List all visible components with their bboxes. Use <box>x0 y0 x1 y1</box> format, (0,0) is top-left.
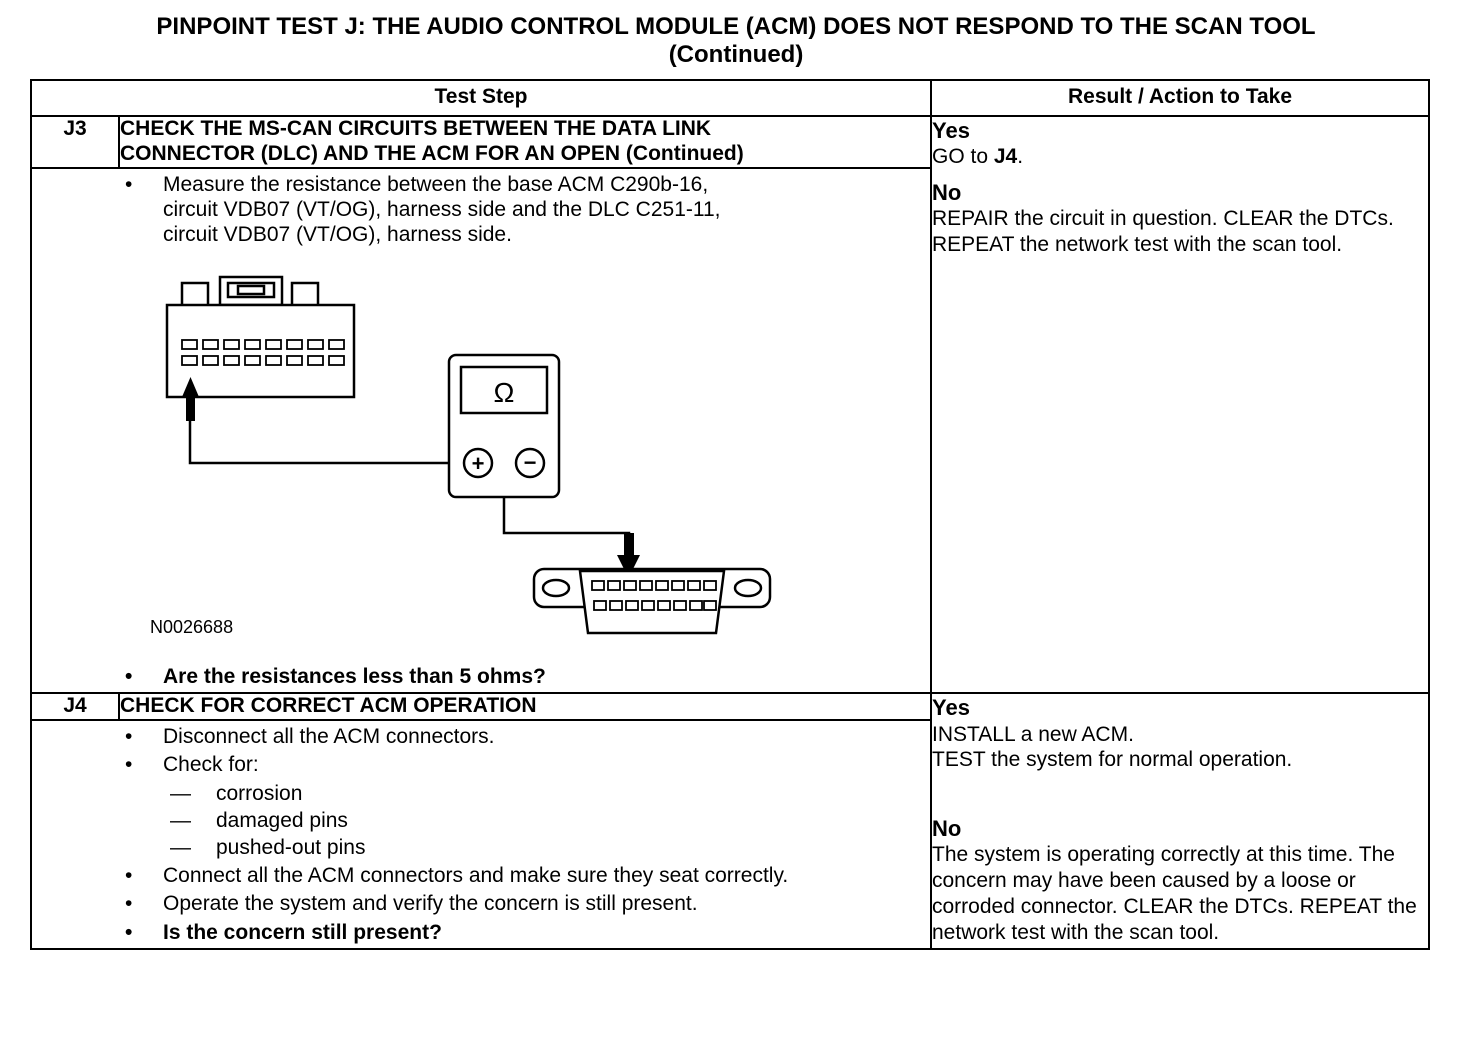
ohmmeter-drawing <box>449 355 559 497</box>
dash-glyph: — <box>170 808 191 832</box>
result-cell-j3 <box>931 116 1429 693</box>
j4-subitem-corrosion <box>32 781 930 806</box>
j3-yes-pre: GO to <box>932 145 994 169</box>
j4-yes-label: Yes <box>932 695 970 721</box>
ohm-symbol: Ω <box>493 377 515 409</box>
page-title-line1: PINPOINT TEST J: THE AUDIO CONTROL MODULE (ACM) DOES NOT RESPOND TO THE SCAN TOOL <box>156 13 1316 40</box>
j4-subitem-damaged-pins <box>32 808 930 833</box>
test-lead-wire-1 <box>190 421 449 463</box>
dash-glyph: — <box>170 835 191 859</box>
step-title-j4 <box>119 693 931 720</box>
bullet-glyph: • <box>125 753 133 777</box>
table-header-row <box>31 80 1429 116</box>
j4-bullet-connect-text: Connect all the ACM connectors and make sure they seat correctly. <box>163 864 789 888</box>
j3-yes-action <box>932 144 1428 170</box>
plus-symbol: + <box>471 451 485 477</box>
step-j4-content-cell <box>31 720 931 949</box>
j4-bullet-operate-text: Operate the system and verify the concern is still present. <box>163 892 698 916</box>
step-id-j3: J3 <box>31 116 119 168</box>
j4-bullet-operate <box>32 891 930 916</box>
j4-bullet-disconnect <box>32 724 930 749</box>
step-title-j4-text: CHECK FOR CORRECT ACM OPERATION <box>120 694 537 718</box>
bullet-glyph: • <box>125 172 133 196</box>
minus-symbol: − <box>523 450 537 476</box>
j3-question-bullet <box>32 664 930 689</box>
test-lead-wire-2 <box>504 497 629 547</box>
acm-connector-drawing <box>167 277 354 397</box>
column-header-test-step: Test Step <box>31 80 931 116</box>
j3-measure-bullet <box>32 172 930 248</box>
dlc-mount-hole-right <box>735 580 761 596</box>
bullet-glyph: • <box>125 725 133 749</box>
step-j3-header-row <box>31 116 1429 168</box>
j4-subitem-pushed-out-pins-text: pushed-out pins <box>216 835 366 859</box>
j4-no-action: The system is operating correctly at this time. The concern may have been caused by a loose or corroded connector. CLEAR the DTCs. REPEAT the network test with the scan tool. <box>932 843 1417 944</box>
j4-subitem-corrosion-text: corrosion <box>216 781 303 805</box>
page-title <box>0 0 1472 68</box>
j3-measure-text: Measure the resistance between the base ACM C290b-16, circuit VDB07 (VT/OG), harness side and the DLC C251-11, circuit VDB07 (VT/OG), harness side. <box>163 172 721 247</box>
wiring-diagram-svg <box>142 275 782 655</box>
step-title-j3 <box>119 116 931 168</box>
j3-yes-label: Yes <box>932 118 970 144</box>
j4-bullet-disconnect-text: Disconnect all the ACM connectors. <box>163 725 495 749</box>
j3-question-text: Are the resistances less than 5 ohms? <box>163 665 546 689</box>
j4-bullet-check-for <box>32 752 930 777</box>
j4-yes-action-line2: TEST the system for normal operation. <box>932 748 1293 772</box>
pinpoint-test-table <box>30 79 1430 950</box>
j4-bullet-check-for-text: Check for: <box>163 753 259 777</box>
page-title-line2: (Continued) <box>668 40 804 68</box>
bullet-glyph: • <box>125 892 133 916</box>
step-title-j3-text: CHECK THE MS-CAN CIRCUITS BETWEEN THE DATA LINK CONNECTOR (DLC) AND THE ACM FOR AN OPEN (Continued) <box>120 117 744 165</box>
column-header-result-action: Result / Action to Take <box>931 80 1429 116</box>
dlc-connector-drawing <box>534 569 770 633</box>
bullet-glyph: • <box>125 665 133 689</box>
step-j3-content-cell <box>31 168 931 694</box>
j4-subitem-pushed-out-pins <box>32 835 930 860</box>
figure-number: N0026688 <box>150 617 234 638</box>
j4-bullet-connect <box>32 863 930 888</box>
wiring-diagram <box>142 275 930 660</box>
step-j4-header-row <box>31 693 1429 720</box>
j4-yes-action-line1: INSTALL a new ACM. <box>932 722 1134 746</box>
j4-no-label: No <box>932 816 962 842</box>
bullet-glyph: • <box>125 864 133 888</box>
bullet-glyph: • <box>125 920 133 944</box>
j4-question-text: Is the concern still present? <box>163 920 442 944</box>
j3-no-label: No <box>932 180 962 206</box>
j3-yes-post: . <box>1017 145 1024 169</box>
j3-yes-step-ref: J4 <box>993 145 1018 169</box>
j3-no-action: REPAIR the circuit in question. CLEAR the DTCs. REPEAT the network test with the scan tool. <box>932 207 1394 256</box>
step-id-j4: J4 <box>31 693 119 720</box>
result-cell-j4 <box>931 693 1429 948</box>
dash-glyph: — <box>170 781 191 805</box>
dlc-mount-hole-left <box>543 580 569 596</box>
j4-question-bullet <box>32 920 930 945</box>
j4-subitem-damaged-pins-text: damaged pins <box>216 808 348 832</box>
